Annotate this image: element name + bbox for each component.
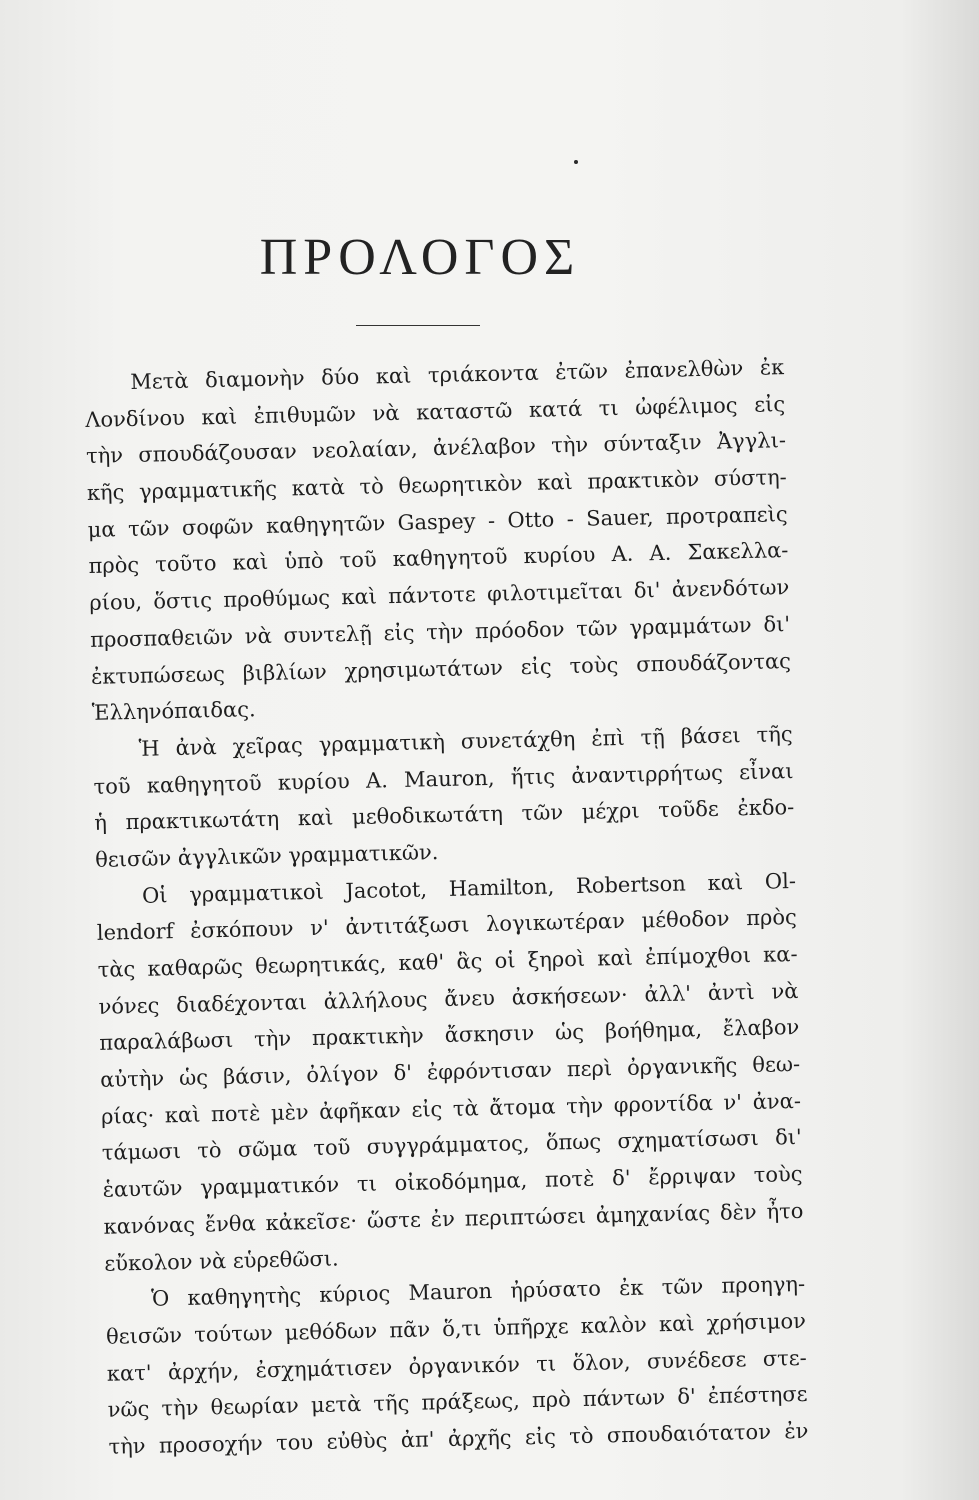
text-line: τάμωσι τὸ σῶμα τοῦ συγγράμματος, ὅπως σχηματίσωσι δι' bbox=[101, 1125, 802, 1166]
text-line: Λονδίνου καὶ ἐπιθυμῶν νὰ καταστῶ κατά τι ὠφέλιμος εἰς bbox=[84, 391, 786, 432]
text-line: ρίου, ὅστις προθύμως καὶ πάντοτε φιλοτιμεῖται δι' ἀνενδότων bbox=[89, 575, 790, 616]
text-line: αὐτὴν ὡς βάσιν, ὀλίγον δ' ἐφρόντισαν περὶ ὀργανικῆς θεω- bbox=[99, 1052, 801, 1092]
text-line: Μετὰ διαμονὴν δύο καὶ τριάκοντα ἐτῶν ἐπανελθὼν ἐκ bbox=[130, 355, 785, 394]
text-line: Ἡ ἀνὰ χεῖρας γραμματικὴ συνετάχθη ἐπὶ τῇ βάσει τῆς bbox=[138, 721, 793, 761]
text-line: κανόνας ἔνθα κἀκεῖσε· ὥστε ἐν περιπτώσει ἀμηχανίας δὲν ἦτο bbox=[103, 1198, 804, 1239]
text-line: τὴν προσοχήν του εὐθὺς ἀπ' ἀρχῆς εἰς τὸ σπουδαιότατον ἐν bbox=[108, 1418, 809, 1459]
text-line: κατ' ἀρχήν, ἐσχημάτισεν ὀργανικόν τι ὅλον, συνέδεσε στε- bbox=[106, 1345, 807, 1386]
text-line: νῶς τὴν θεωρίαν μετὰ τῆς πράξεως, πρὸ πάντων δ' ἐπέστησε bbox=[107, 1382, 808, 1422]
text-line: Ὁ καθηγητὴς κύριος Mauron ἠρύσατο ἐκ τῶν προηγη- bbox=[150, 1272, 806, 1311]
text-line: ἐκτυπώσεως βιβλίων χρησιμωτάτων εἰς τοὺς σπουδάζοντας bbox=[90, 648, 792, 689]
text-line: κῆς γραμματικῆς κατὰ τὸ θεωρητικὸν καὶ πρακτικὸν σύστη- bbox=[86, 465, 787, 506]
text-line: lendorf ἐσκόπουν ν' ἀντιτάξωσι λογικωτέραν μέθοδον πρὸς bbox=[96, 905, 797, 946]
text-line: παραλάβωσι τὴν πρακτικὴν ἄσκησιν ὡς βοήθημα, ἔλαβον bbox=[99, 1015, 800, 1056]
text-line: θεισῶν τούτων μεθόδων πᾶν ὅ,τι ὑπῆρχε καλὸν καὶ χρήσιμον bbox=[105, 1308, 807, 1349]
printer-mark bbox=[574, 160, 578, 164]
text-line: μα τῶν σοφῶν καθηγητῶν Gaspey - Otto - Sauer, προτραπεὶς bbox=[87, 501, 788, 542]
text-line: πρὸς τοῦτο καὶ ὑπὸ τοῦ καθηγητοῦ κυρίου Α. Α. Σακελλα- bbox=[88, 538, 789, 579]
text-line: ρίας· καὶ ποτὲ μὲν ἀφῆκαν εἰς τὰ ἄτομα τὴν φροντίδα ν' ἀνα- bbox=[100, 1088, 802, 1129]
page-title: ΠΡΟΛΟΓΟΣ bbox=[259, 229, 581, 286]
text-line: εὔκολον νὰ εὑρεθῶσι. bbox=[104, 1245, 339, 1276]
title-divider bbox=[356, 325, 480, 326]
preface-text bbox=[84, 349, 809, 1465]
text-line: προσπαθειῶν νὰ συντελῇ εἰς τὴν πρόοδον τῶν γραμμάτων δι' bbox=[89, 611, 791, 652]
text-line: τὰς καθαρῶς θεωρητικάς, καθ' ἃς οἱ ξηροὶ καὶ ἐπίμοχθοι κα- bbox=[97, 941, 798, 982]
text-line: Οἱ γραμματικοὶ Jacotot, Hamilton, Robertson καὶ Ol- bbox=[141, 868, 797, 908]
text-line: τὴν σπουδάζουσαν νεολαίαν, ἀνέλαβον τὴν σύνταξιν Ἀγγλι- bbox=[85, 428, 787, 469]
text-line: θεισῶν ἀγγλικῶν γραμματικῶν. bbox=[94, 840, 439, 872]
text-line: νόνες διαδέχονται ἀλλήλους ἄνευ ἀσκήσεων· ἀλλ' ἀντὶ νὰ bbox=[98, 978, 799, 1019]
text-line: ἑαυτῶν γραμματικόν τι οἰκοδόμημα, ποτὲ δ' ἔρριψαν τοὺς bbox=[102, 1162, 803, 1202]
text-line: ἡ πρακτικωτάτη καὶ μεθοδικωτάτη τῶν μέχρι τοῦδε ἐκδο- bbox=[94, 795, 795, 836]
text-line: τοῦ καθηγητοῦ κυρίου Α. Mauron, ἥτις ἀναντιρρήτως εἶναι bbox=[93, 758, 794, 799]
text-line: Ἑλληνόπαιδας. bbox=[91, 697, 256, 726]
